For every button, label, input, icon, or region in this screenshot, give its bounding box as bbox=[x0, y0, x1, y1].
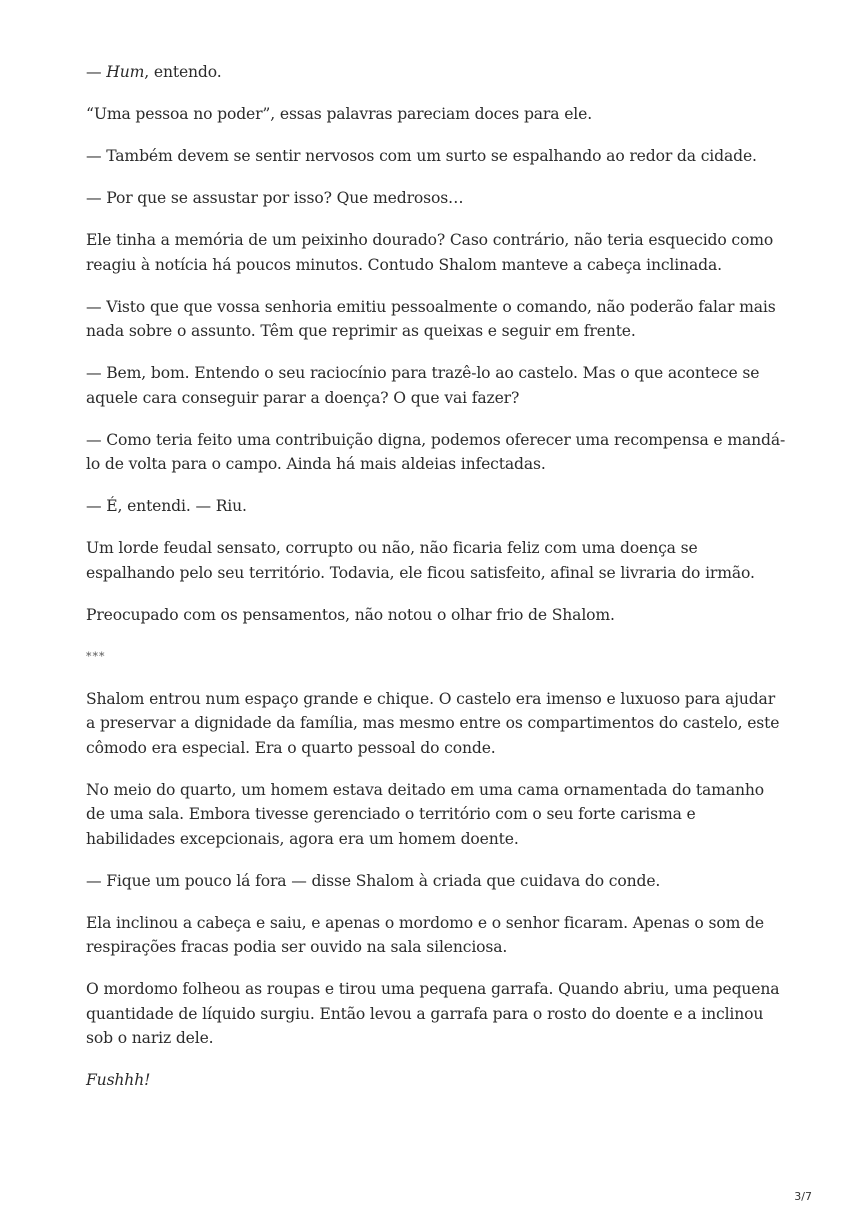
paragraph bbox=[86, 1068, 786, 1093]
paragraph: — Por que se assustar por isso? Que medrosos… bbox=[86, 189, 464, 207]
paragraph: — É, entendi. — Riu. bbox=[86, 497, 247, 515]
paragraph: Um lorde feudal sensato, corrupto ou não, não ficaria feliz com uma doença se espalhando pelo seu território. Todavia, ele ficou satisfeito, afinal se livraria do irmão. bbox=[86, 539, 755, 582]
paragraph-text: , entendo. bbox=[144, 63, 222, 81]
paragraph: — Fique um pouco lá fora — disse Shalom à criada que cuidava do conde. bbox=[86, 871, 661, 890]
paragraph: — Bem, bom. Entendo o seu raciocínio para trazê-lo ao castelo. Mas o que acontece se aquele cara conseguir parar a doença? O que vai fazer? bbox=[86, 364, 760, 407]
paragraph: — Como teria feito uma contribuição digna, podemos oferecer uma recompensa e mandá-lo de volta para o campo. Ainda há mais aldeias infectadas. bbox=[86, 430, 786, 473]
paragraph: O mordomo folheou as roupas e tirou uma pequena garrafa. Quando abriu, uma pequena quantidade de líquido surgiu. Então levou a garrafa para o rosto do doente e a inclinou sob o nariz dele. bbox=[86, 980, 780, 1047]
paragraph: Shalom entrou num espaço grande e chique. O castelo era imenso e luxuoso para ajudar a preservar a dignidade da família, mas mesmo entre os compartimentos do castelo, este cômodo era especial. Era o quarto pessoal do conde. bbox=[86, 689, 780, 757]
paragraph: No meio do quarto, um homem estava deitado em uma cama ornamentada do tamanho de uma sala. Embora tivesse gerenciado o território com o seu forte carisma e habilidades excepcionais, agora era um homem doente. bbox=[86, 780, 764, 848]
paragraph: Ele tinha a memória de um peixinho dourado? Caso contrário, não teria esquecido como reagiu à notícia há poucos minutos. Contudo Shalom manteve a cabeça inclinada. bbox=[86, 231, 774, 274]
paragraph bbox=[86, 60, 786, 85]
sound-effect: Fushhh! bbox=[86, 1071, 151, 1089]
page-number: 3/7 bbox=[794, 1190, 812, 1203]
paragraph: “Uma pessoa no poder”, essas palavras pareciam doces para ele. bbox=[86, 105, 592, 123]
paragraph: — Também devem se sentir nervosos com um surto se espalhando ao redor da cidade. bbox=[86, 147, 757, 165]
document-body bbox=[86, 60, 786, 1110]
paragraph: Ela inclinou a cabeça e saiu, e apenas o mordomo e o senhor ficaram. Apenas o som de respirações fracas podia ser ouvido na sala silenciosa. bbox=[86, 913, 764, 956]
paragraph: Preocupado com os pensamentos, não notou o olhar frio de Shalom. bbox=[86, 605, 615, 624]
italic-word: Hum bbox=[106, 63, 145, 81]
dash: — bbox=[86, 63, 107, 81]
paragraph: — Visto que que vossa senhoria emitiu pessoalmente o comando, não poderão falar mais nada sobre o assunto. Têm que reprimir as queixas e seguir em frente. bbox=[86, 297, 776, 340]
scene-separator: *** bbox=[86, 649, 106, 663]
